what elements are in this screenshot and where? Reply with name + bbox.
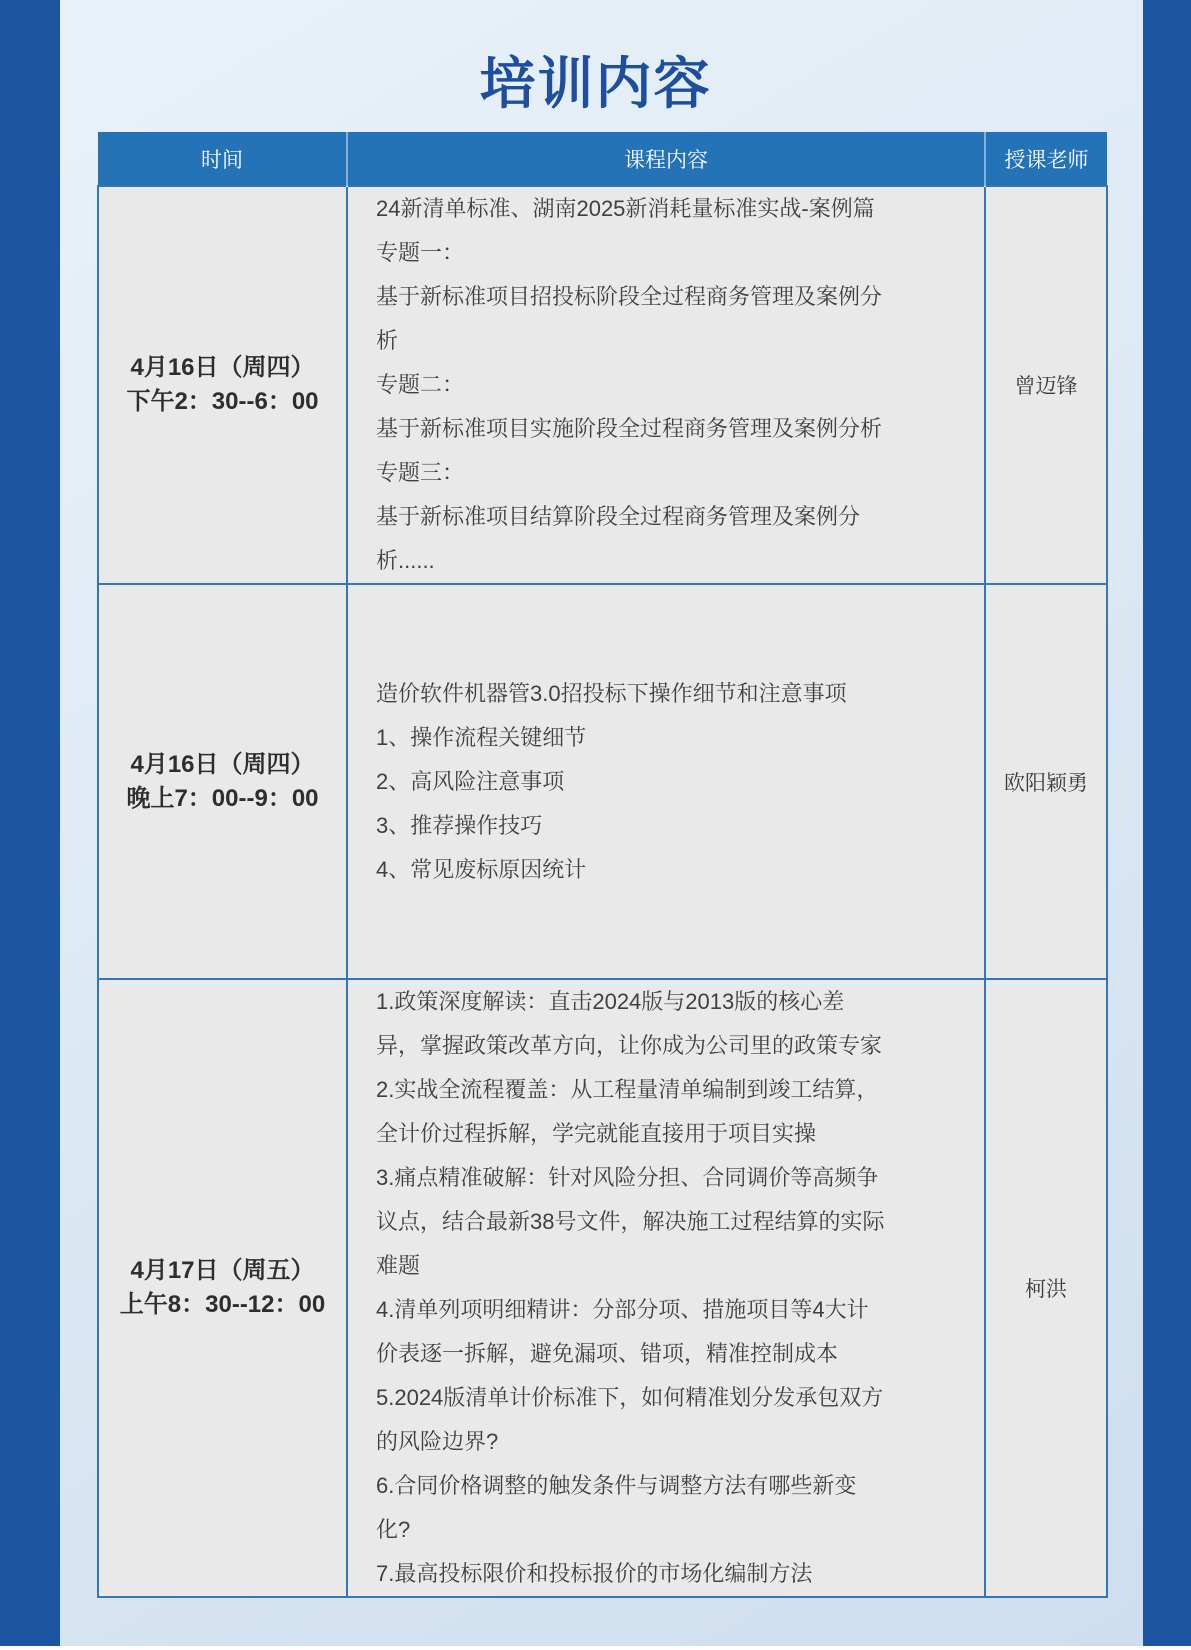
- bottom-edge-strip: [0, 1646, 1191, 1650]
- header-row: [98, 132, 1107, 186]
- session-3-time: [98, 979, 347, 1597]
- table-row: [98, 584, 1107, 979]
- table-row: [98, 186, 1107, 584]
- session-2-date: 4月16日（周四）: [130, 750, 315, 778]
- course-line: 专题二：: [376, 372, 465, 397]
- session-1-hours: 下午2：30--6：00: [126, 388, 319, 415]
- course-line: 造价软件机器管3.0招投标下操作细节和注意事项: [376, 680, 847, 706]
- session-3-teacher: 柯洪: [985, 979, 1107, 1597]
- course-line: 2、高风险注意事项: [376, 768, 565, 794]
- session-3-hours: 上午8：30--12：00: [119, 1291, 326, 1318]
- course-line: 基于新标准项目实施阶段全过程商务管理及案例分析: [376, 416, 883, 441]
- course-line: 5.2024版清单计价标准下，如何精准划分发承包双方的风险边界?: [376, 1385, 884, 1454]
- right-border-band: [1143, 0, 1191, 1646]
- course-line: 4.清单列项明细精讲：分部分项、措施项目等4大计价表逐一拆解，避免漏项、错项，精准控制成本: [376, 1297, 869, 1366]
- session-3-content: [347, 979, 985, 1597]
- session-1-time: [98, 186, 347, 584]
- left-border-band: [0, 0, 60, 1646]
- course-line: 4、常见废标原因统计: [376, 856, 587, 882]
- course-line: 3.痛点精准破解：针对风险分担、合同调价等高频争议点，结合最新38号文件，解决施工过程结算的实际难题: [376, 1165, 885, 1278]
- course-line: 基于新标准项目招投标阶段全过程商务管理及案例分析: [376, 284, 883, 353]
- course-line: 基于新标准项目结算阶段全过程商务管理及案例分析......: [376, 504, 861, 573]
- session-1-date: 4月16日（周四）: [130, 354, 315, 381]
- page-title: 培训内容: [479, 52, 712, 115]
- training-schedule-table: [97, 132, 1108, 1598]
- session-2-teacher: 欧阳颖勇: [985, 584, 1107, 979]
- session-2-content: [347, 584, 985, 979]
- header-cell-course-content: 课程内容: [347, 132, 985, 186]
- course-line: 2.实战全流程覆盖：从工程量清单编制到竣工结算，全计价过程拆解，学完就能直接用于项目实操: [376, 1077, 879, 1146]
- session-3-date: 4月17日（周五）: [130, 1257, 315, 1284]
- course-line: 24新清单标准、湖南2025新消耗量标准实战-案例篇: [376, 196, 875, 221]
- course-line: 3、推荐操作技巧: [376, 812, 543, 838]
- course-line: 专题一：: [376, 240, 465, 265]
- course-line: 专题三：: [376, 460, 465, 485]
- header-cell-teacher: 授课老师: [985, 132, 1107, 186]
- session-2-hours: 晚上7：00--9：00: [126, 784, 319, 812]
- course-line: 7.最高投标限价和投标报价的市场化编制方法: [376, 1561, 813, 1586]
- course-line: 6.合同价格调整的触发条件与调整方法有哪些新变化?: [376, 1473, 857, 1542]
- course-line: 1、操作流程关键细节: [376, 724, 587, 750]
- session-1-teacher: 曾迈锋: [985, 186, 1107, 584]
- session-2-time: [98, 584, 347, 979]
- header-cell-time: 时间: [98, 132, 347, 186]
- table-row: [98, 979, 1107, 1597]
- session-1-content: [347, 186, 985, 584]
- course-line: 1.政策深度解读：直击2024版与2013版的核心差异，掌握政策改革方向，让你成为公司里的政策专家: [376, 989, 883, 1058]
